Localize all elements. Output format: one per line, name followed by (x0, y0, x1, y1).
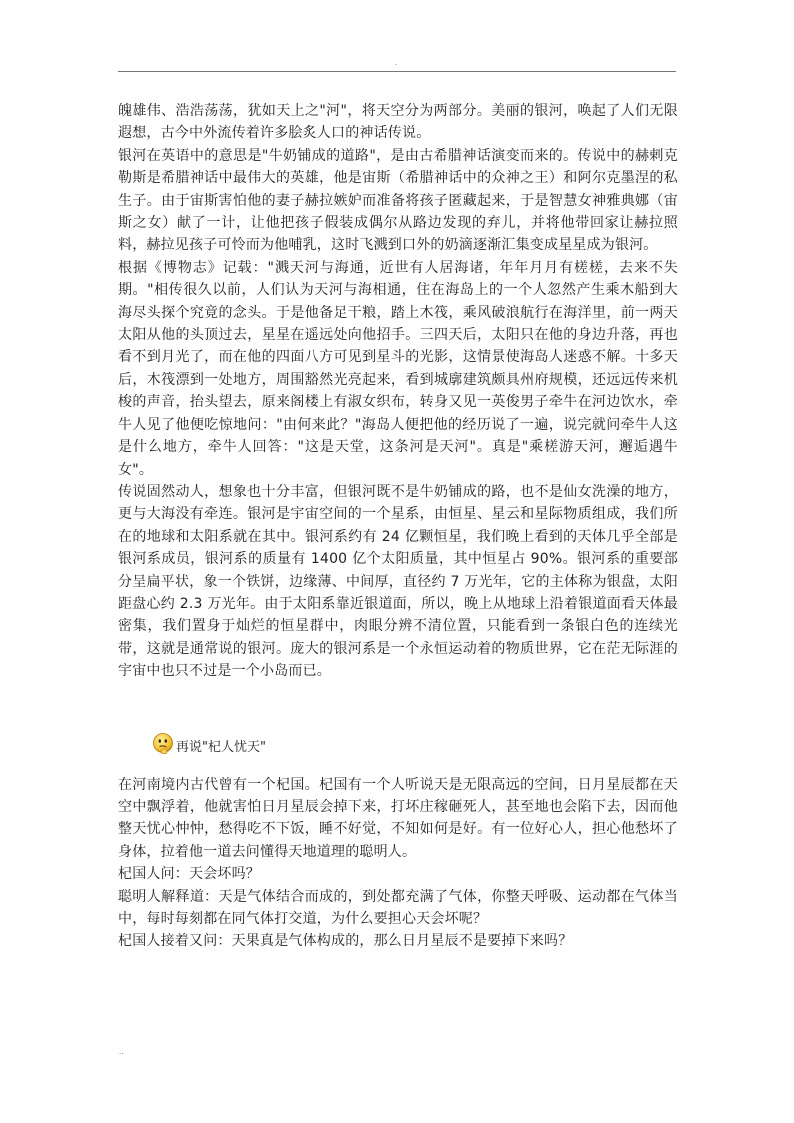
paragraph-qi-question-2: 杞国人接着又问：天果真是气体构成的，那么日月星辰不是要掉下来吗？ (118, 933, 573, 950)
paragraph-galaxy-science: 传说固然动人，想象也十分丰富，但银河既不是牛奶铺成的路，也不是仙女洗澡的地方，更与大海没有牵连。银河是宇宙空间的一个星系，由恒星、星云和星际物质组成，我们所在的地球和太阳系就在其中。银河系约有 24 亿颗恒星，我们晚上看到的天体几乎全部是银河系成员，银河系的质量有 1400 亿个太阳质量，其中恒星占 90%。银河系的重要部分呈扁平状，象一个铁饼，边缘薄、中间厚，直径约 7 万光年，它的主体称为银盘，太阳距盘心约 2.3 万光年。由于太阳系靠近银道面，所以，晚上从地球上沿着银道面看天体最密集，我们置身于灿烂的恒星群中，肉眼分辨不清位置，只能看到一条银白色的连续光带，这就是通常说的银河。庞大的银河系是一个永恒运动着的物质世界，它在茫无际涯的宇宙中也只不过是一个小岛而已。 (118, 483, 678, 680)
header-rule (118, 71, 676, 72)
body-text (118, 100, 678, 953)
paragraph-english-meaning: 银河在英语中的意思是"牛奶铺成的道路"，是由古希腊神话演变而来的。传说中的赫剌克勒斯是希腊神话中最伟大的英雄，他是宙斯（希腊神话中的众神之王）和阿尔克墨涅的私生子。由于宙斯害怕他的妻子赫拉嫉妒而准备将孩子匿藏起来，于是智慧女神雅典娜（宙斯之女）献了一计，让他把孩子假装成偶尔从路边发现的弃儿，并将他带回家让赫拉照料，赫拉见孩子可怜而为他哺乳，这时飞溅到口外的奶滴逐渐汇集变成星星成为银河。 (118, 147, 678, 254)
paragraph-milky-way-intro: 魄雄伟、浩浩荡荡，犹如天上之"河"，将天空分为两部分。美丽的银河，唤起了人们无限遐想，古今中外流传着许多脍炙人口的神话传说。 (118, 103, 678, 142)
paragraph-bowuzhi-legend: 根据《博物志》记载："溅天河与海通，近世有人居海诸，年年月月有槎槎，去来不失期。"相传很久以前，人们认为天河与海相通，住在海岛上的一个人忽然产生乘木船到大海尽头探个究竟的念头。于是他备足干粮，踏上木筏，乘风破浪航行在海洋里，前一两天太阳从他的头顶过去，星星在遥远处向他招手。三四天后，太阳只在他的身边升落，再也看不到月光了，而在他的四面八方可见到星斗的光影，这情景使海岛人迷惑不解。十多天后，木筏漂到一处地方，周围豁然光亮起来，看到城廓建筑颇具州府规模，还远远传来机梭的声音，抬头望去，原来阁楼上有淑女织布，转身又见一英俊男子牵牛在河边饮水，牵牛人见了他便吃惊地问："由何来此？"海岛人便把他的经历说了一遍，说完就问牵牛人这是什么地方，牵牛人回答："这是天堂，这条河是天河"。真是"乘槎游天河，邂逅遇牛女"。 (118, 259, 678, 478)
thinking-face-icon (152, 732, 174, 760)
section-title: 再说"杞人忧天" (176, 740, 266, 756)
header-mark: . (395, 58, 398, 67)
section-gap (118, 683, 678, 732)
paragraph-qi-story: 在河南境内古代曾有一个杞国。杞国有一个人听说天是无限高远的空间，日月星辰都在天空中飘浮着，他就害怕日月星辰会掉下来，打坏庄稼砸死人，甚至地也会陷下去，因而他整天忧心忡忡，愁得吃不下饭，睡不好觉，不知如何是好。有一位好心人，担心他愁坏了身体，拉着他一道去问懂得天地道理的聪明人。 (118, 776, 678, 860)
section-heading (152, 732, 678, 760)
footer-mark: .. (119, 1047, 124, 1056)
paragraph-wise-answer: 聪明人解释道：天是气体结合而成的，到处都充满了气体，你整天呼吸、运动都在气体当中，每时每刻都在同气体打交道，为什么要担心天会坏呢？ (118, 888, 678, 927)
paragraph-qi-question-1: 杞国人问：天会坏吗？ (118, 866, 260, 883)
